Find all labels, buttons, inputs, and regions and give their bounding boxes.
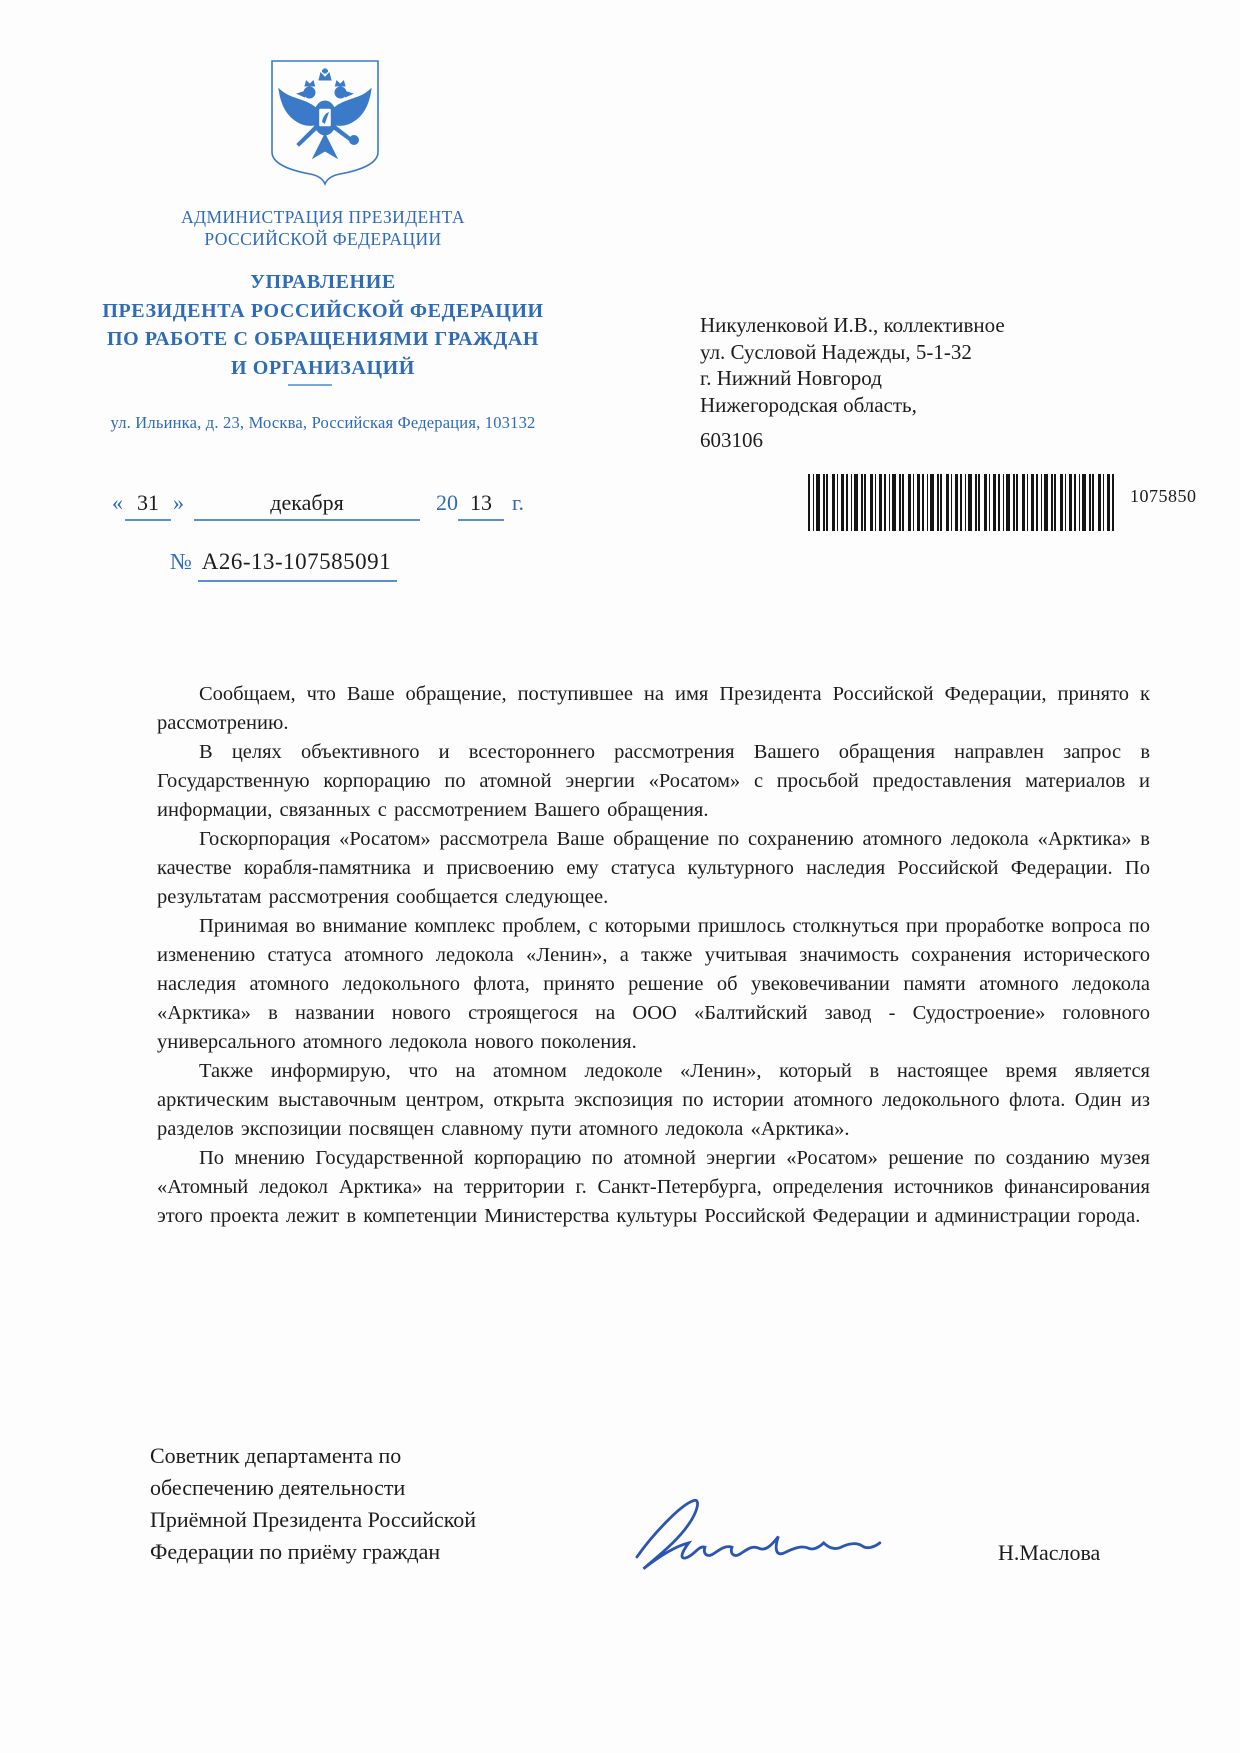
coat-of-arms-emblem bbox=[268, 58, 382, 190]
signer-title-line: Приёмной Президента Российской bbox=[150, 1507, 477, 1532]
body-paragraph: Принимая во внимание комплекс проблем, с которыми пришлось столкнуться при проработке вопроса по изменению статуса атомного ледокола «Ленин», а также учитывая значимость сохранения исторического наследия атомного ледокольного флота, принято решение об увековечивании памяти атомного ледокола «Арктика» в названии нового строящегося на ООО «Балтийский завод - Судостроение» головного универсального атомного ледокола нового поколения. bbox=[157, 915, 1150, 1053]
handwritten-signature bbox=[630, 1490, 890, 1585]
letterhead-divider bbox=[288, 384, 332, 386]
date-month: декабря bbox=[194, 490, 420, 521]
date-day: 31 bbox=[125, 490, 171, 521]
recipient-line: г. Нижний Новгород bbox=[700, 366, 882, 390]
close-quote: » bbox=[173, 490, 184, 515]
dept-name-line3: ПО РАБОТЕ С ОБРАЩЕНИЯМИ ГРАЖДАН bbox=[106, 328, 540, 350]
signer-title-line: обеспечению деятельности bbox=[150, 1475, 406, 1500]
dept-name-line4: И ОРГАНИЗАЦИЙ bbox=[231, 356, 415, 379]
dept-name-line1: УПРАВЛЕНИЕ bbox=[250, 271, 396, 293]
barcode bbox=[808, 474, 1116, 531]
body-paragraph: Также информирую, что на атомном ледоколе «Ленин», который в настоящее время является арктическим выставочным центром, открыта экспозиция по истории атомного ледокольного флота. Один из разделов экспозиции посвящен славному пути атомного ледокола «Арктика». bbox=[157, 1060, 1150, 1140]
reference-number: А26-13-107585091 bbox=[198, 549, 397, 582]
dept-name-line2: ПРЕЗИДЕНТА РОССИЙСКОЙ ФЕДЕРАЦИИ bbox=[102, 299, 544, 322]
date-year: 13 bbox=[458, 490, 504, 521]
body-paragraph: Госкорпорация «Росатом» рассмотрела Ваше обращение по сохранению атомного ледокола «Арктика» в качестве корабля-памятника и присвоению ему статуса культурного наследия Российской Федерации. По результатам рассмотрения сообщается следующее. bbox=[157, 828, 1150, 908]
sender-address: ул. Ильинка, д. 23, Москва, Российская Федерация, 103132 bbox=[110, 413, 536, 432]
signer-title bbox=[150, 1440, 580, 1568]
number-sign: № bbox=[170, 549, 192, 574]
recipient-line: ул. Сусловой Надежды, 5-1-32 bbox=[700, 339, 972, 364]
department-name bbox=[93, 268, 553, 382]
signer-title-line: Федерации по приёму граждан bbox=[150, 1539, 441, 1564]
body-paragraph: В целях объективного и всестороннего рассмотрения Вашего обращения направлен запрос в Государственную корпорацию по атомной энергии «Росатом» с просьбой предоставления материалов и информации, связанных с рассмотрением Вашего обращения. bbox=[157, 741, 1150, 821]
letter-body bbox=[157, 680, 1150, 1231]
signer-title-line: Советник департамента по bbox=[150, 1443, 402, 1468]
double-headed-eagle-icon bbox=[268, 58, 382, 190]
body-paragraph: По мнению Государственной корпорацию по атомной энергии «Росатом» решение по созданию музея «Атомный ледокол Арктика» на территории г. Санкт-Петербурга, определения источников финансирования этого проекта лежит в компетенции Министерства культуры Российской Федерации и администрации города. bbox=[157, 1147, 1150, 1227]
org-name bbox=[93, 206, 553, 250]
recipient-postcode: 603106 bbox=[700, 428, 763, 452]
recipient-line: Никуленковой И.В., коллективное bbox=[700, 313, 1005, 337]
org-name-line2: РОССИЙСКОЙ ФЕДЕРАЦИИ bbox=[204, 229, 442, 249]
recipient-line: Нижегородская область, bbox=[700, 392, 917, 417]
date-year-suffix: г. bbox=[512, 490, 525, 515]
signer-name: Н.Маслова bbox=[998, 1540, 1101, 1565]
body-paragraph: Сообщаем, что Ваше обращение, поступившее на имя Президента Российской Федерации, принято к рассмотрению. bbox=[157, 683, 1150, 734]
date-century: 20 bbox=[436, 490, 458, 515]
org-name-line1: АДМИНИСТРАЦИЯ ПРЕЗИДЕНТА bbox=[181, 207, 465, 227]
date-line bbox=[112, 490, 524, 521]
reference-number-line bbox=[170, 549, 397, 575]
open-quote: « bbox=[112, 490, 123, 515]
recipient-block bbox=[700, 312, 1005, 454]
barcode-number: 1075850 bbox=[1130, 486, 1197, 506]
